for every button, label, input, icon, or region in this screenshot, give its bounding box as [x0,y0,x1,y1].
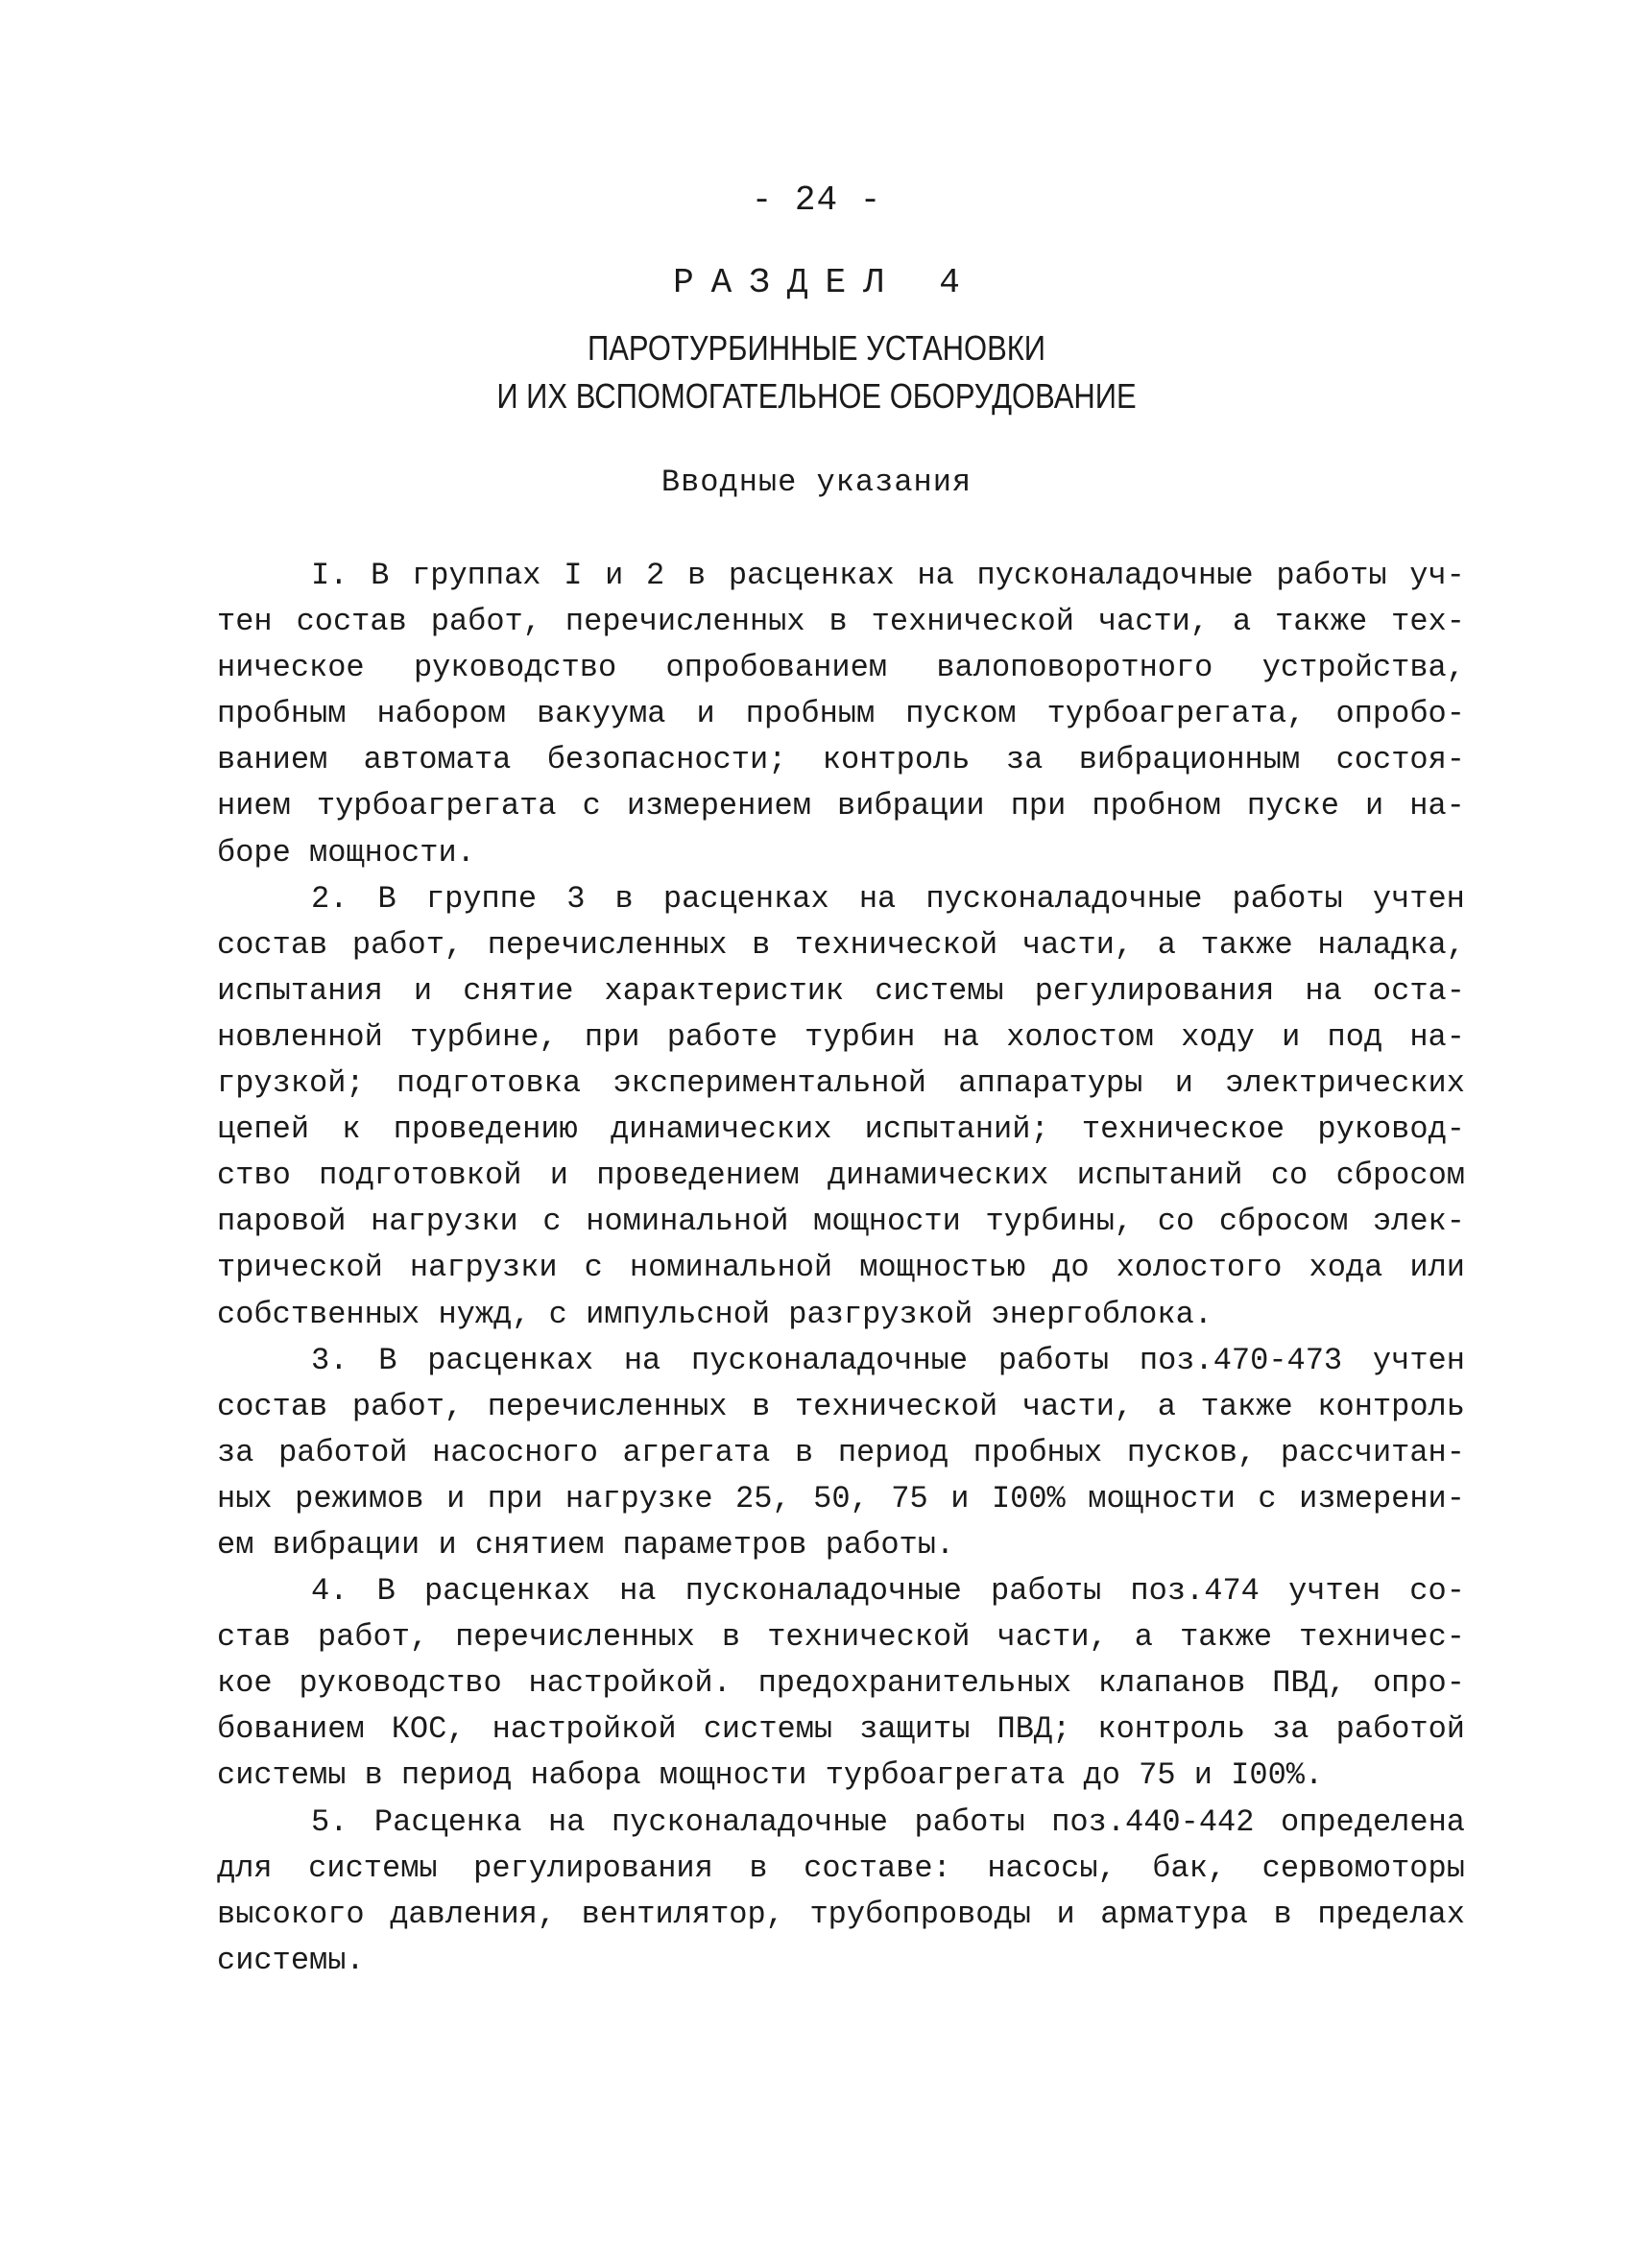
text-line: трической нагрузки с номинальной мощностью до холостого хода или [217,1250,1465,1286]
paragraph [217,553,1465,876]
text-line: состав работ, перечисленных в технической части, а также контроль [217,1388,1465,1424]
text-line: 4. В расценках на пусконаладочные работы поз.474 учтен со- [311,1573,1465,1610]
text-line: грузкой; подготовка экспериментальной аппаратуры и электрических [217,1065,1465,1102]
text-line: боре мощности. [217,834,475,871]
text-line: 2. В группе 3 в расценках на пусконаладочные работы учтен [311,880,1465,917]
text-line: высокого давления, вентилятор, трубопроводы и арматура в пределах [217,1896,1465,1932]
text-line: став работ, перечисленных в технической части, а также техничес- [217,1619,1465,1656]
text-line: нием турбоагрегата с измерением вибрации при пробном пуске и на- [217,788,1465,824]
body-text [217,553,1465,1984]
text-line: системы в период набора мощности турбоагрегата до 75 и I00%. [217,1757,1324,1794]
paragraph [217,876,1465,1338]
page-number: - 24 - [751,180,882,220]
text-line: испытания и снятие характеристик системы регулирования на оста- [217,972,1465,1009]
text-line: ем вибрации и снятием параметров работы. [217,1526,955,1563]
text-line: системы. [217,1942,365,1978]
paragraph [217,1338,1465,1568]
text-line: за работой насосного агрегата в период пробных пусков, рассчитан- [217,1434,1465,1470]
text-line: ническое руководство опробованием валоповоротного устройства, [217,650,1465,686]
section-title-line: И ИХ ВСПОМОГАТЕЛЬНОЕ ОБОРУДОВАНИЕ [496,376,1137,416]
text-line: тен состав работ, перечисленных в технической части, а также тех- [217,604,1465,640]
text-line: собственных нужд, с импульсной разгрузкой энергоблока. [217,1296,1213,1332]
text-line: состав работ, перечисленных в технической части, а также наладка, [217,926,1465,963]
section-title-line: ПАРОТУРБИННЫЕ УСТАНОВКИ [587,328,1046,368]
section-title [114,324,1519,420]
text-line: ванием автомата безопасности; контроль за вибрационным состоя- [217,742,1465,778]
text-line: паровой нагрузки с номинальной мощности турбины, со сбросом элек- [217,1204,1465,1240]
subtitle-introductory-notes: Вводные указания [660,465,973,500]
text-line: 5. Расценка на пусконаладочные работы поз.440-442 определена [311,1803,1465,1840]
text-line: для системы регулирования в составе: насосы, бак, сервомоторы [217,1850,1465,1886]
text-line: бованием КОС, настройкой системы защиты ПВД; контроль за работой [217,1711,1465,1748]
text-line: ство подготовкой и проведением динамических испытаний со сбросом [217,1158,1465,1194]
section-heading: РАЗДЕЛ 4 [673,263,977,302]
paragraph [217,1568,1465,1799]
text-line: ных режимов и при нагрузке 25, 50, 75 и I00% мощности с измерени- [217,1480,1465,1516]
text-line: кое руководство настройкой. предохранительных клапанов ПВД, опро- [217,1665,1465,1702]
text-line: пробным набором вакуума и пробным пуском турбоагрегата, опробо- [217,696,1465,732]
text-line: новленной турбине, при работе турбин на холостом ходу и под на- [217,1018,1465,1055]
text-line: 3. В расценках на пусконаладочные работы поз.470-473 учтен [311,1342,1465,1378]
text-line: I. В группах I и 2 в расценках на пусконаладочные работы уч- [311,558,1465,593]
paragraph [217,1800,1465,1984]
text-line: цепей к проведению динамических испытаний; техническое руковод- [217,1111,1465,1148]
